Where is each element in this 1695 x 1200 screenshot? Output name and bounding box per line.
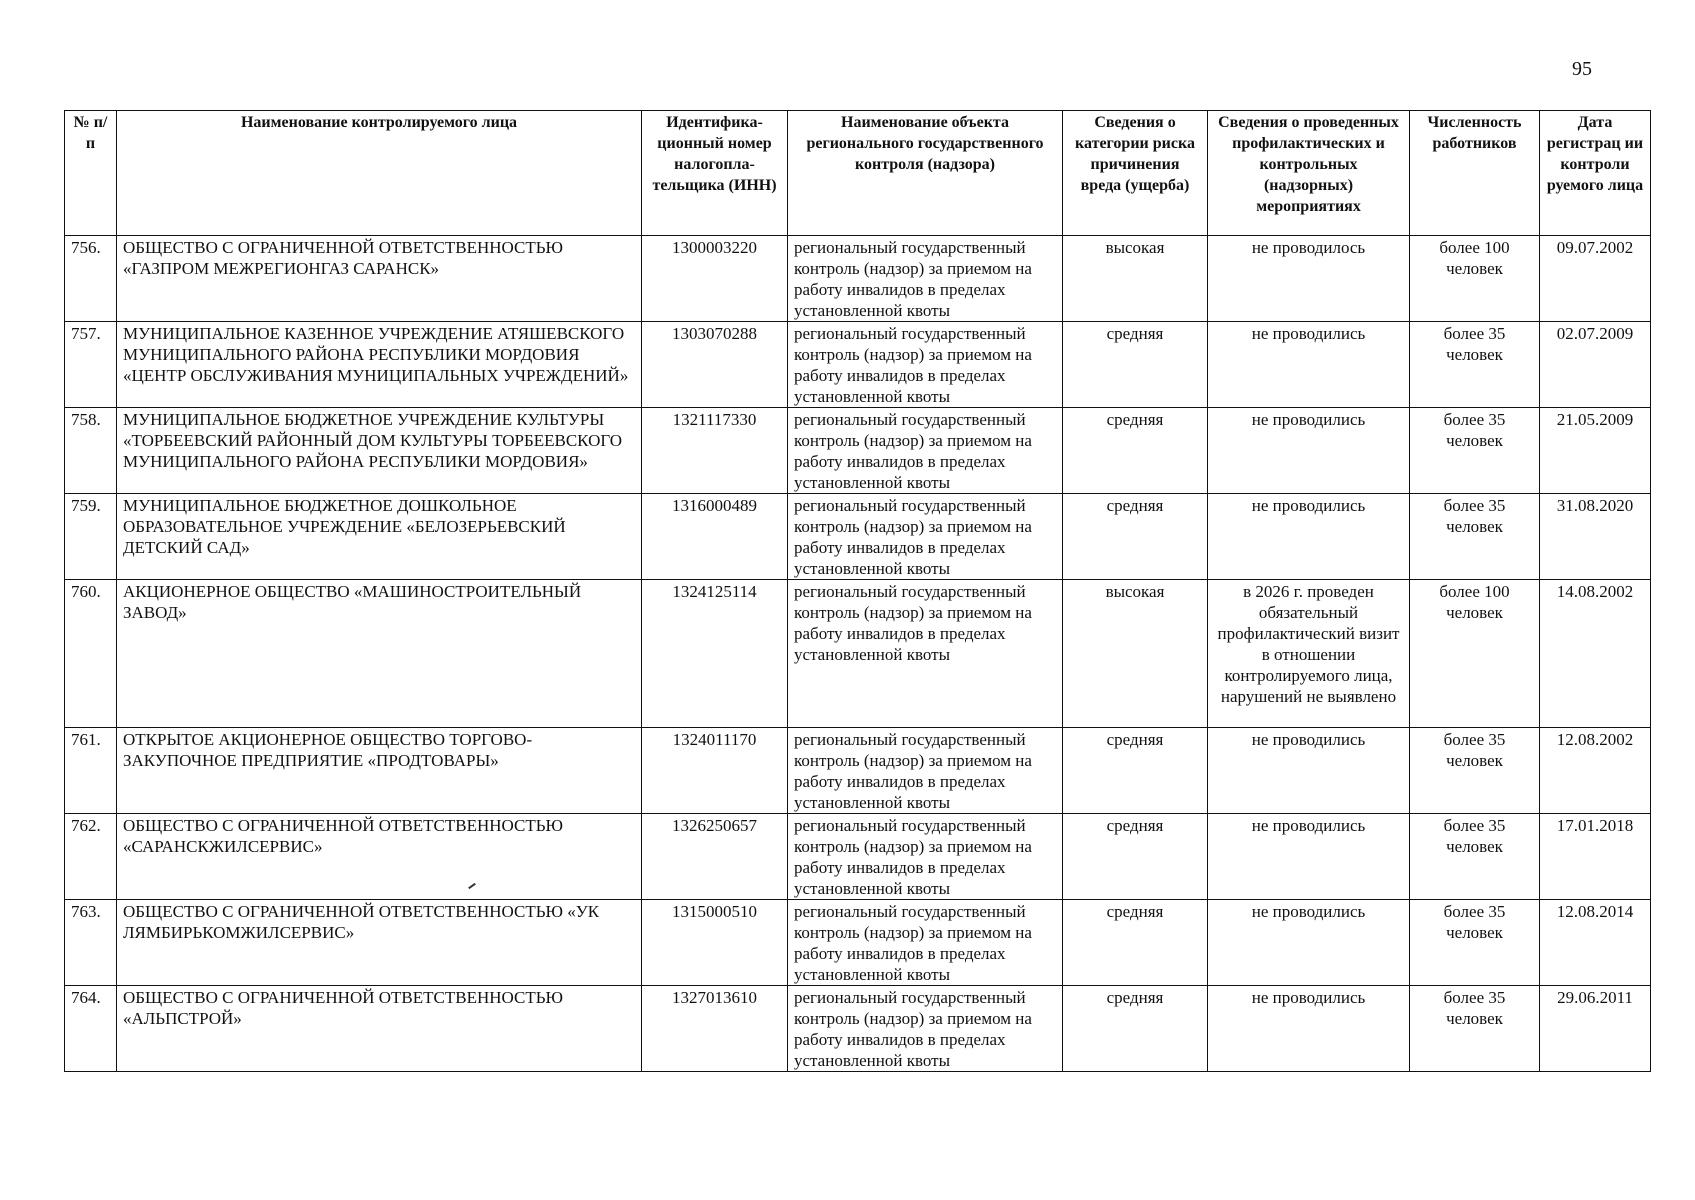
row-name: ОБЩЕСТВО С ОГРАНИЧЕННОЙ ОТВЕТСТВЕННОСТЬЮ «САРАНСКЖИЛСЕРВИС» bbox=[117, 814, 642, 900]
row-risk: средняя bbox=[1063, 728, 1208, 814]
row-employees: более 35 человек bbox=[1410, 494, 1540, 580]
row-prophylactic: не проводились bbox=[1208, 322, 1410, 408]
header-employees: Численность работников bbox=[1410, 111, 1540, 236]
row-employees: более 35 человек bbox=[1410, 986, 1540, 1072]
row-inn: 1300003220 bbox=[642, 236, 788, 322]
row-object: региональный государственный контроль (надзор) за приемом на работу инвалидов в пределах установленной квоты bbox=[788, 236, 1063, 322]
row-number: 764. bbox=[65, 986, 117, 1072]
header-object: Наименование объекта регионального государственного контроля (надзора) bbox=[788, 111, 1063, 236]
table-row bbox=[65, 986, 1651, 1072]
row-registration-date: 29.06.2011 bbox=[1540, 986, 1651, 1072]
row-prophylactic: не проводились bbox=[1208, 494, 1410, 580]
header-risk: Сведения о категории риска причинения вреда (ущерба) bbox=[1063, 111, 1208, 236]
row-prophylactic: не проводились bbox=[1208, 408, 1410, 494]
row-inn: 1321117330 bbox=[642, 408, 788, 494]
row-number: 763. bbox=[65, 900, 117, 986]
header-prophylactic: Сведения о проведенных профилактических и контрольных (надзорных) мероприятиях bbox=[1208, 111, 1410, 236]
row-name: МУНИЦИПАЛЬНОЕ БЮДЖЕТНОЕ ДОШКОЛЬНОЕ ОБРАЗОВАТЕЛЬНОЕ УЧРЕЖДЕНИЕ «БЕЛОЗЕРЬЕВСКИЙ ДЕТСКИЙ САД» bbox=[117, 494, 642, 580]
row-object: региональный государственный контроль (надзор) за приемом на работу инвалидов в пределах установленной квоты bbox=[788, 900, 1063, 986]
table-header-row bbox=[65, 111, 1651, 236]
table-row bbox=[65, 494, 1651, 580]
row-employees: более 100 человек bbox=[1410, 236, 1540, 322]
table-row bbox=[65, 408, 1651, 494]
row-prophylactic: в 2026 г. проведен обязательный профилактический визит в отношении контролируемого лица, нарушений не выявлено bbox=[1208, 580, 1410, 728]
row-risk: средняя bbox=[1063, 814, 1208, 900]
header-registration-date: Дата регистрац ии контроли руемого лица bbox=[1540, 111, 1651, 236]
row-name: МУНИЦИПАЛЬНОЕ КАЗЕННОЕ УЧРЕЖДЕНИЕ АТЯШЕВСКОГО МУНИЦИПАЛЬНОГО РАЙОНА РЕСПУБЛИКИ МОРДОВИЯ «ЦЕНТР ОБСЛУЖИВАНИЯ МУНИЦИПАЛЬНЫХ УЧРЕЖДЕНИЙ» bbox=[117, 322, 642, 408]
row-inn: 1303070288 bbox=[642, 322, 788, 408]
row-inn: 1324125114 bbox=[642, 580, 788, 728]
row-name: ОБЩЕСТВО С ОГРАНИЧЕННОЙ ОТВЕТСТВЕННОСТЬЮ «АЛЬПСТРОЙ» bbox=[117, 986, 642, 1072]
row-name: ОБЩЕСТВО С ОГРАНИЧЕННОЙ ОТВЕТСТВЕННОСТЬЮ «ГАЗПРОМ МЕЖРЕГИОНГАЗ САРАНСК» bbox=[117, 236, 642, 322]
row-risk: высокая bbox=[1063, 236, 1208, 322]
row-number: 762. bbox=[65, 814, 117, 900]
row-registration-date: 09.07.2002 bbox=[1540, 236, 1651, 322]
row-risk: средняя bbox=[1063, 900, 1208, 986]
row-employees: более 35 человек bbox=[1410, 900, 1540, 986]
row-prophylactic: не проводились bbox=[1208, 986, 1410, 1072]
row-prophylactic: не проводились bbox=[1208, 728, 1410, 814]
row-number: 757. bbox=[65, 322, 117, 408]
row-object: региональный государственный контроль (надзор) за приемом на работу инвалидов в пределах установленной квоты bbox=[788, 580, 1063, 728]
row-number: 759. bbox=[65, 494, 117, 580]
row-object: региональный государственный контроль (надзор) за приемом на работу инвалидов в пределах установленной квоты bbox=[788, 494, 1063, 580]
row-employees: более 100 человек bbox=[1410, 580, 1540, 728]
row-registration-date: 12.08.2014 bbox=[1540, 900, 1651, 986]
row-employees: более 35 человек bbox=[1410, 408, 1540, 494]
table-row bbox=[65, 236, 1651, 322]
row-employees: более 35 человек bbox=[1410, 728, 1540, 814]
row-name: ОТКРЫТОЕ АКЦИОНЕРНОЕ ОБЩЕСТВО ТОРГОВО-ЗАКУПОЧНОЕ ПРЕДПРИЯТИЕ «ПРОДТОВАРЫ» bbox=[117, 728, 642, 814]
table-row bbox=[65, 900, 1651, 986]
header-name: Наименование контролируемого лица bbox=[117, 111, 642, 236]
row-prophylactic: не проводилось bbox=[1208, 236, 1410, 322]
row-inn: 1315000510 bbox=[642, 900, 788, 986]
row-object: региональный государственный контроль (надзор) за приемом на работу инвалидов в пределах установленной квоты bbox=[788, 814, 1063, 900]
row-risk: средняя bbox=[1063, 322, 1208, 408]
row-number: 758. bbox=[65, 408, 117, 494]
row-inn: 1327013610 bbox=[642, 986, 788, 1072]
row-registration-date: 31.08.2020 bbox=[1540, 494, 1651, 580]
row-registration-date: 14.08.2002 bbox=[1540, 580, 1651, 728]
row-risk: средняя bbox=[1063, 986, 1208, 1072]
row-risk: средняя bbox=[1063, 494, 1208, 580]
header-number: № п/п bbox=[65, 111, 117, 236]
row-inn: 1324011170 bbox=[642, 728, 788, 814]
row-object: региональный государственный контроль (надзор) за приемом на работу инвалидов в пределах установленной квоты bbox=[788, 728, 1063, 814]
row-name: МУНИЦИПАЛЬНОЕ БЮДЖЕТНОЕ УЧРЕЖДЕНИЕ КУЛЬТУРЫ «ТОРБЕЕВСКИЙ РАЙОННЫЙ ДОМ КУЛЬТУРЫ ТОРБЕЕВСКОГО МУНИЦИПАЛЬНОГО РАЙОНА РЕСПУБЛИКИ МОРДОВИЯ» bbox=[117, 408, 642, 494]
header-inn: Идентифика- ционный номер налогопла- тельщика (ИНН) bbox=[642, 111, 788, 236]
row-number: 761. bbox=[65, 728, 117, 814]
page-number: 95 bbox=[1572, 58, 1592, 80]
row-object: региональный государственный контроль (надзор) за приемом на работу инвалидов в пределах установленной квоты bbox=[788, 408, 1063, 494]
row-number: 760. bbox=[65, 580, 117, 728]
row-inn: 1326250657 bbox=[642, 814, 788, 900]
row-prophylactic: не проводились bbox=[1208, 900, 1410, 986]
row-employees: более 35 человек bbox=[1410, 322, 1540, 408]
row-risk: средняя bbox=[1063, 408, 1208, 494]
table-row bbox=[65, 728, 1651, 814]
table-row bbox=[65, 580, 1651, 728]
table-row bbox=[65, 322, 1651, 408]
row-inn: 1316000489 bbox=[642, 494, 788, 580]
table-row bbox=[65, 814, 1651, 900]
row-risk: высокая bbox=[1063, 580, 1208, 728]
registry-table bbox=[64, 110, 1651, 1072]
row-object: региональный государственный контроль (надзор) за приемом на работу инвалидов в пределах установленной квоты bbox=[788, 322, 1063, 408]
row-registration-date: 02.07.2009 bbox=[1540, 322, 1651, 408]
row-prophylactic: не проводились bbox=[1208, 814, 1410, 900]
row-registration-date: 12.08.2002 bbox=[1540, 728, 1651, 814]
row-registration-date: 17.01.2018 bbox=[1540, 814, 1651, 900]
row-name: АКЦИОНЕРНОЕ ОБЩЕСТВО «МАШИНОСТРОИТЕЛЬНЫЙ ЗАВОД» bbox=[117, 580, 642, 728]
row-employees: более 35 человек bbox=[1410, 814, 1540, 900]
row-object: региональный государственный контроль (надзор) за приемом на работу инвалидов в пределах установленной квоты bbox=[788, 986, 1063, 1072]
row-name: ОБЩЕСТВО С ОГРАНИЧЕННОЙ ОТВЕТСТВЕННОСТЬЮ «УК ЛЯМБИРЬКОМЖИЛСЕРВИС» bbox=[117, 900, 642, 986]
row-number: 756. bbox=[65, 236, 117, 322]
row-registration-date: 21.05.2009 bbox=[1540, 408, 1651, 494]
